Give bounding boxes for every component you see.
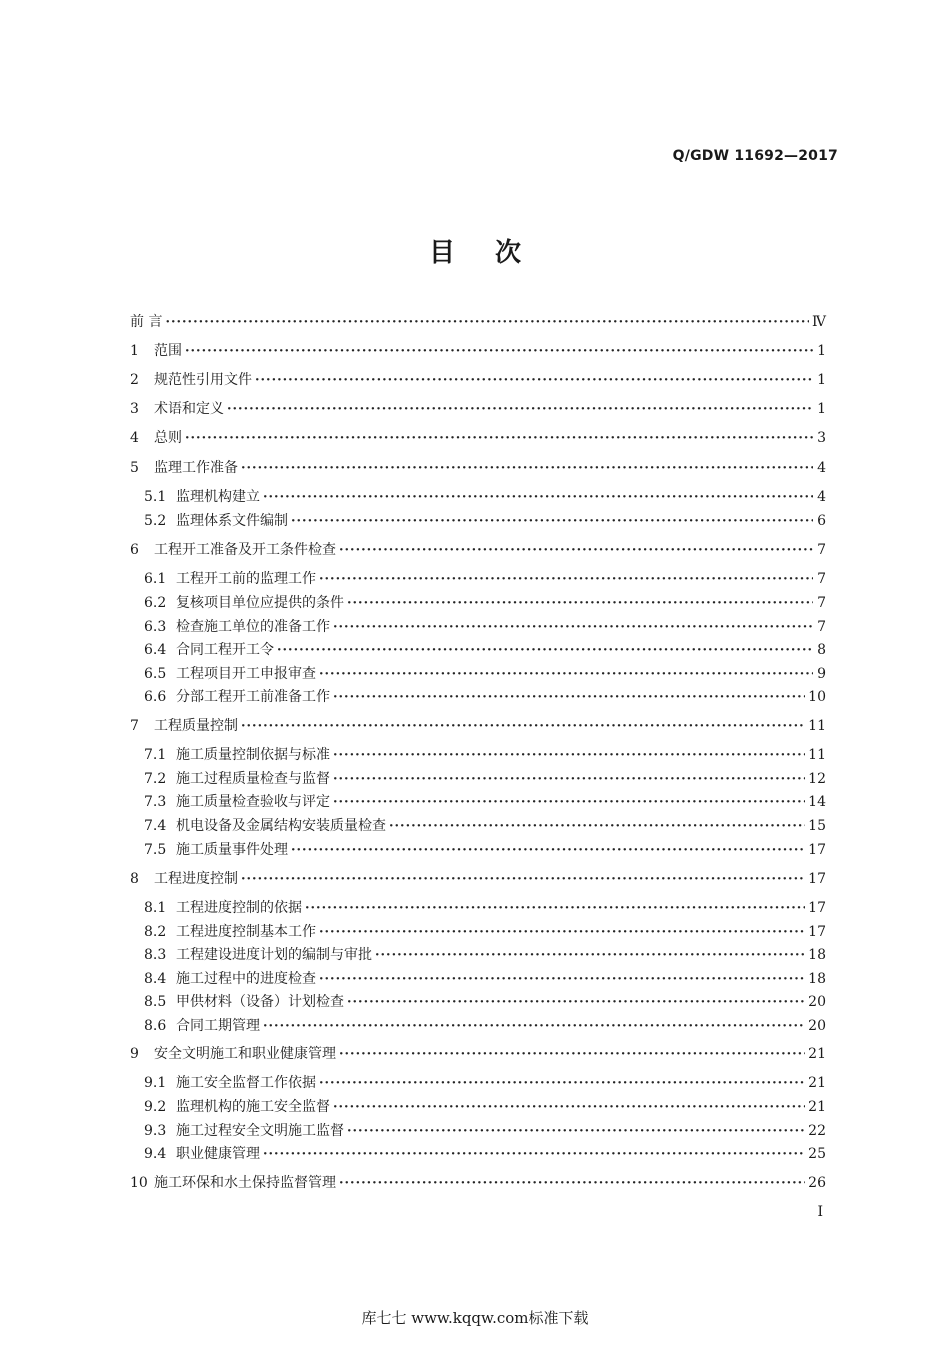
toc-entry[interactable] (130, 370, 826, 391)
toc-entry[interactable] (130, 487, 826, 508)
toc-entry-number: 8.1 (144, 900, 167, 916)
toc-entry-page: 20 (808, 1018, 826, 1034)
toc-entry-page: 8 (817, 642, 826, 658)
toc-entry-page: 20 (808, 994, 826, 1010)
toc-entry-number: 7.2 (144, 771, 167, 787)
toc-entry-number: 7 (130, 718, 139, 734)
toc-entry-number: 6.1 (144, 571, 167, 587)
toc-leader-dots (241, 870, 805, 890)
toc-entry[interactable] (130, 1144, 826, 1165)
toc-entry-label: 总则 (154, 430, 182, 446)
toc-entry-number: 5 (130, 460, 139, 476)
toc-entry-page: 26 (808, 1175, 826, 1191)
toc-entry-label: 施工过程质量检查与监督 (176, 771, 330, 787)
toc-entry[interactable] (130, 312, 826, 333)
toc-entry[interactable] (130, 1097, 826, 1118)
toc-entry-number: 6.6 (144, 689, 167, 705)
toc-leader-dots (347, 1122, 805, 1142)
toc-entry-label: 施工质量控制依据与标准 (176, 747, 330, 763)
toc-entry-page: 21 (808, 1046, 826, 1062)
toc-entry-number: 7.1 (144, 747, 167, 763)
page-number: I (817, 1204, 823, 1220)
toc-leader-dots (339, 1174, 805, 1194)
toc-leader-dots (319, 570, 813, 590)
toc-entry-page: 17 (808, 842, 826, 858)
toc-entry-page: 3 (817, 430, 826, 446)
toc-entry-page: 1 (817, 372, 826, 388)
toc-entry-label: 复核项目单位应提供的条件 (176, 595, 344, 611)
toc-leader-dots (263, 1145, 805, 1165)
toc-entry-page: 21 (808, 1099, 826, 1115)
toc-entry-page: 7 (817, 571, 826, 587)
toc-entry-number: 9.4 (144, 1146, 167, 1162)
toc-leader-dots (347, 594, 813, 614)
toc-entry-page: 18 (808, 971, 826, 987)
toc-entry-number: 8.6 (144, 1018, 167, 1034)
toc-entry-label: 施工质量事件处理 (176, 842, 288, 858)
toc-entry-page: 10 (808, 689, 826, 705)
toc-entry[interactable] (130, 569, 826, 590)
toc-entry-number: 6.5 (144, 666, 167, 682)
toc-entry-number: 6.3 (144, 619, 167, 635)
toc-entry-number: 3 (130, 401, 139, 417)
toc-entry-page: 7 (817, 542, 826, 558)
toc-entry-label: 监理体系文件编制 (176, 513, 288, 529)
toc-entry-page: 1 (817, 401, 826, 417)
toc-entry-page: 4 (817, 489, 826, 505)
toc-entry-number: 1 (130, 343, 139, 359)
toc-entry-page: 17 (808, 924, 826, 940)
toc-entry[interactable] (130, 992, 826, 1013)
toc-entry[interactable] (130, 428, 826, 449)
toc-entry[interactable] (130, 1044, 826, 1065)
toc-entry-number: 4 (130, 430, 139, 446)
toc-entry-label: 工程进度控制 (154, 871, 238, 887)
toc-entry-label: 施工环保和水土保持监督管理 (154, 1175, 336, 1191)
toc-leader-dots (255, 371, 813, 391)
toc-entry-page: 9 (817, 666, 826, 682)
toc-entry-label: 职业健康管理 (176, 1146, 260, 1162)
toc-entry[interactable] (130, 1016, 826, 1037)
toc-leader-dots (339, 541, 813, 561)
toc-entry-number: 6.4 (144, 642, 167, 658)
document-code: Q/GDW 11692—2017 (672, 148, 838, 164)
toc-entry[interactable] (130, 540, 826, 561)
toc-entry[interactable] (130, 716, 826, 737)
toc-entry-label: 合同工期管理 (176, 1018, 260, 1034)
toc-entry-number: 8.2 (144, 924, 167, 940)
toc-entry-page: 25 (808, 1146, 826, 1162)
toc-entry-label: 甲供材料（设备）计划检查 (176, 994, 344, 1010)
toc-entry[interactable] (130, 1073, 826, 1094)
toc-entry-label: 合同工程开工令 (176, 642, 274, 658)
toc-entry-number: 9.2 (144, 1099, 167, 1115)
toc-entry-number: 2 (130, 372, 139, 388)
toc-leader-dots (339, 1045, 805, 1065)
toc-leader-dots (389, 817, 805, 837)
toc-leader-dots (375, 946, 805, 966)
toc-entry-page: Ⅳ (812, 314, 826, 330)
toc-entry-label: 施工安全监督工作依据 (176, 1075, 316, 1091)
toc-entry-number: 8 (130, 871, 139, 887)
toc-leader-dots (333, 618, 813, 638)
toc-entry-label: 工程进度控制的依据 (176, 900, 302, 916)
toc-entry[interactable] (130, 840, 826, 861)
toc-entry-number: 8.5 (144, 994, 167, 1010)
toc-leader-dots (333, 688, 805, 708)
toc-entry-page: 7 (817, 619, 826, 635)
toc-entry-number: 9.3 (144, 1123, 167, 1139)
toc-entry-label: 分部工程开工前准备工作 (176, 689, 330, 705)
toc-entry[interactable] (130, 511, 826, 532)
toc-leader-dots (333, 1098, 805, 1118)
toc-entry-label: 监理机构的施工安全监督 (176, 1099, 330, 1115)
toc-entry[interactable] (130, 399, 826, 420)
toc-entry-page: 1 (817, 343, 826, 359)
toc-entry-label: 工程项目开工申报审查 (176, 666, 316, 682)
toc-entry-label: 检查施工单位的准备工作 (176, 619, 330, 635)
toc-entry-number: 8.4 (144, 971, 167, 987)
toc-leader-dots (291, 512, 813, 532)
toc-entry-page: 14 (808, 794, 826, 810)
toc-entry[interactable] (130, 945, 826, 966)
toc-entry[interactable] (130, 869, 826, 890)
toc-entry[interactable] (130, 898, 826, 919)
toc-leader-dots (333, 746, 805, 766)
toc-leader-dots (347, 993, 805, 1013)
toc-leader-dots (319, 923, 805, 943)
toc-entry-label: 工程质量控制 (154, 718, 238, 734)
toc-entry-page: 4 (817, 460, 826, 476)
toc-leader-dots (333, 793, 805, 813)
toc-entry-label: 机电设备及金属结构安装质量检查 (176, 818, 386, 834)
toc-entry-page: 18 (808, 947, 826, 963)
toc-entry-number: 7.5 (144, 842, 167, 858)
toc-entry-page: 15 (808, 818, 826, 834)
toc-entry-label: 范围 (154, 343, 182, 359)
toc-entry-number: 8.3 (144, 947, 167, 963)
toc-entry-page: 17 (808, 900, 826, 916)
toc-entry[interactable] (130, 745, 826, 766)
toc-entry[interactable] (130, 593, 826, 614)
toc-leader-dots (319, 970, 805, 990)
toc-leader-dots (319, 1074, 805, 1094)
toc-entry[interactable] (130, 922, 826, 943)
toc-entry-page: 17 (808, 871, 826, 887)
toc-leader-dots (333, 770, 805, 790)
toc-entry[interactable] (130, 1173, 826, 1194)
toc-entry-number: 9 (130, 1046, 139, 1062)
toc-entry-number: 5.1 (144, 489, 167, 505)
toc-entry-number: 6 (130, 542, 139, 558)
toc-entry[interactable] (130, 687, 826, 708)
toc-entry-label: 术语和定义 (154, 401, 224, 417)
toc-entry[interactable] (130, 816, 826, 837)
toc-entry-page: 11 (808, 747, 826, 763)
toc-entry-page: 12 (808, 771, 826, 787)
toc-entry-number: 10 (130, 1175, 148, 1191)
toc-entry[interactable] (130, 969, 826, 990)
toc-entry-label: 工程建设进度计划的编制与审批 (176, 947, 372, 963)
toc-entry-label: 前 言 (130, 314, 163, 330)
toc-entry-page: 11 (808, 718, 826, 734)
toc-leader-dots (165, 313, 809, 333)
toc-entry-number: 5.2 (144, 513, 167, 529)
toc-entry-label: 施工质量检查验收与评定 (176, 794, 330, 810)
toc-entry[interactable] (130, 617, 826, 638)
toc-entry[interactable] (130, 769, 826, 790)
toc-leader-dots (185, 429, 813, 449)
toc-entry-label: 工程进度控制基本工作 (176, 924, 316, 940)
toc-leader-dots (263, 488, 813, 508)
toc-entry-number: 6.2 (144, 595, 167, 611)
toc-entry-page: 22 (808, 1123, 826, 1139)
toc-entry-page: 6 (817, 513, 826, 529)
toc-entry-label: 施工过程中的进度检查 (176, 971, 316, 987)
toc-leader-dots (291, 841, 805, 861)
toc-entry-label: 规范性引用文件 (154, 372, 252, 388)
toc-entry-label: 施工过程安全文明施工监督 (176, 1123, 344, 1139)
toc-entry-label: 监理机构建立 (176, 489, 260, 505)
toc-leader-dots (185, 342, 813, 362)
toc-entry-label: 工程开工前的监理工作 (176, 571, 316, 587)
toc-entry[interactable] (130, 1121, 826, 1142)
toc-entry[interactable] (130, 458, 826, 479)
toc-entry[interactable] (130, 792, 826, 813)
toc-entry-page: 21 (808, 1075, 826, 1091)
toc-entry[interactable] (130, 664, 826, 685)
toc-leader-dots (319, 665, 813, 685)
toc-entry-page: 7 (817, 595, 826, 611)
toc-entry[interactable] (130, 341, 826, 362)
toc-leader-dots (241, 717, 805, 737)
toc-entry-label: 工程开工准备及开工条件检查 (154, 542, 336, 558)
toc-leader-dots (277, 641, 813, 661)
toc-leader-dots (263, 1017, 805, 1037)
toc-entry-label: 监理工作准备 (154, 460, 238, 476)
toc-entry-number: 7.3 (144, 794, 167, 810)
toc-leader-dots (227, 400, 813, 420)
toc-leader-dots (305, 899, 805, 919)
toc-entry-number: 9.1 (144, 1075, 167, 1091)
toc-leader-dots (241, 459, 813, 479)
toc-entry-label: 安全文明施工和职业健康管理 (154, 1046, 336, 1062)
page-title: 目次 (428, 238, 561, 268)
toc-entry-number: 7.4 (144, 818, 167, 834)
footer-watermark: 库七七 www.kqqw.com标准下载 (361, 1309, 589, 1327)
toc-entry[interactable] (130, 640, 826, 661)
